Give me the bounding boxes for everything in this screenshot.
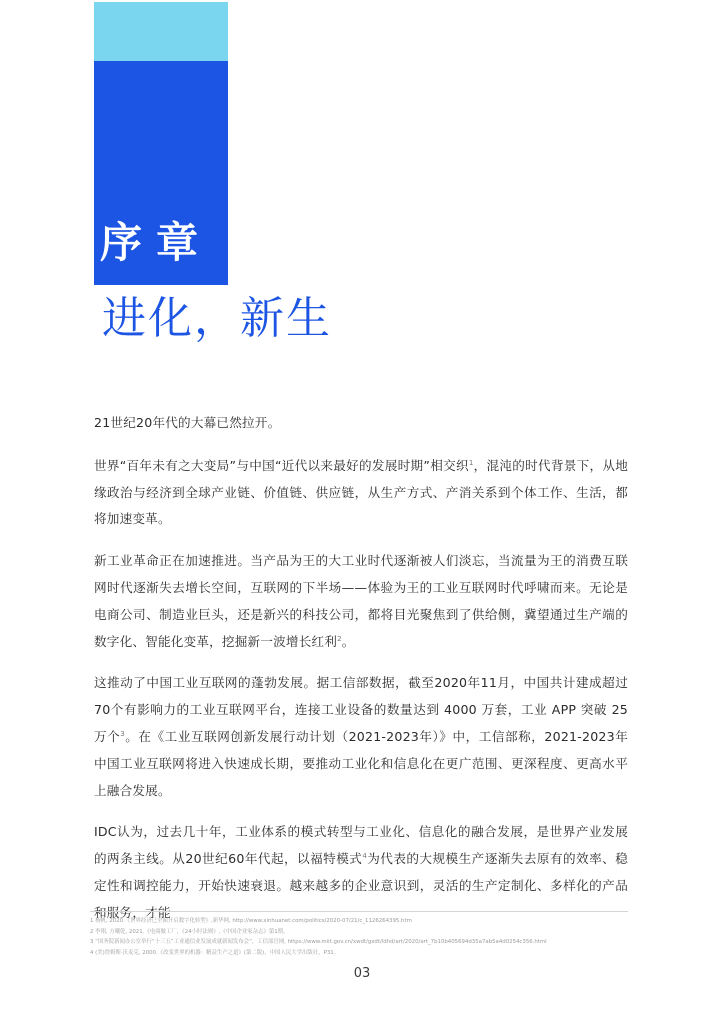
paragraph: 21世纪20年代的大幕已然拉开。 bbox=[94, 415, 281, 430]
paragraph: 世界“百年未有之大变局”与中国“近代以来最好的发展时期”相交织$^1$，混沌的时代背景下，从地缘政治与经济到全球产业链、价值链、供应链，从生产方式、产消关系到个体工作、生活，都将加速变革。 bbox=[94, 457, 628, 527]
accent-bar-light bbox=[94, 2, 228, 61]
footnote: 4 (美)詹姆斯·沃麦克, 2000.《改变世界的机器：精益生产之道》(第二版)，中国人民大学出版社，P31。 bbox=[90, 949, 340, 956]
chapter-title: 进化，新生 bbox=[102, 293, 332, 344]
page-number: 03 bbox=[353, 966, 371, 981]
footnotes bbox=[90, 916, 630, 958]
paragraph: 新工业革命正在加速推进。当产品为王的大工业时代逐渐被人们淡忘，当流量为王的消费互联网时代逐渐失去增长空间，互联网的下半场——体验为王的工业互联网时代呼啸而来。无论是电商公司、制造业巨头，还是新兴的科技公司，都将目光聚焦到了供给侧，冀望通过生产端的数字化、智能化变革，挖掘新一波增长红利$^2$。 bbox=[94, 553, 628, 649]
footnote-divider bbox=[90, 911, 628, 912]
body-text bbox=[94, 410, 628, 942]
footnote-ref[interactable]: 4 bbox=[362, 851, 367, 860]
paragraph: IDC认为，过去几十年，工业体系的模式转型与工业化、信息化的融合发展，是世界产业发展的两条主线。从20世纪60年代起，以福特模式$^4$为代表的大规模生产逐渐失去原有的效率、稳定性和调控能力，开始快速衰退。越来越多的企业意识到，灵活的生产定制化、多样化的产品和服务，才能 bbox=[94, 824, 629, 920]
footnote: 2 李翔, 方曦乾, 2021.《电商做工厂，《24小时法则》,《中国企业家杂志》第1期。 bbox=[90, 928, 289, 935]
footnote: 3 “国务院新闻办公室举行“十三五”工业通信业发展成就新闻发布会”，工信部官网, https://www.miit.gov.cn/xwdt/gxdt/ldhd/art/2020/art_7b10b405694d35a7ab5a4d0254c356.html bbox=[90, 939, 547, 945]
footnote-ref[interactable]: 2 bbox=[337, 634, 342, 643]
paragraph: 这推动了中国工业互联网的蓬勃发展。据工信部数据，截至2020年11月，中国共计建成超过70个有影响力的工业互联网平台，连接工业设备的数量达到 4000 万套，工业 APP 突破 25 万个$^3$。在《工业互联网创新发展行动计划（2021-2023年）》中，工信部称，2021-2023年中国工业互联网将进入快速成长期，要推动工业化和信息化在更广范围、更深程度、更高水平上融合发展。 bbox=[94, 675, 628, 798]
footnote-ref[interactable]: 1 bbox=[468, 458, 474, 467]
chapter-label: 序章 bbox=[100, 218, 213, 267]
footnote: 1 杨帆, 2020.《世界经济已全面开启数字化转型》,新华网, http://www.xinhuanet.com/politics/2020-07/21/c_1126264395.htm bbox=[90, 918, 412, 924]
footnote-ref[interactable]: 3 bbox=[120, 729, 125, 738]
